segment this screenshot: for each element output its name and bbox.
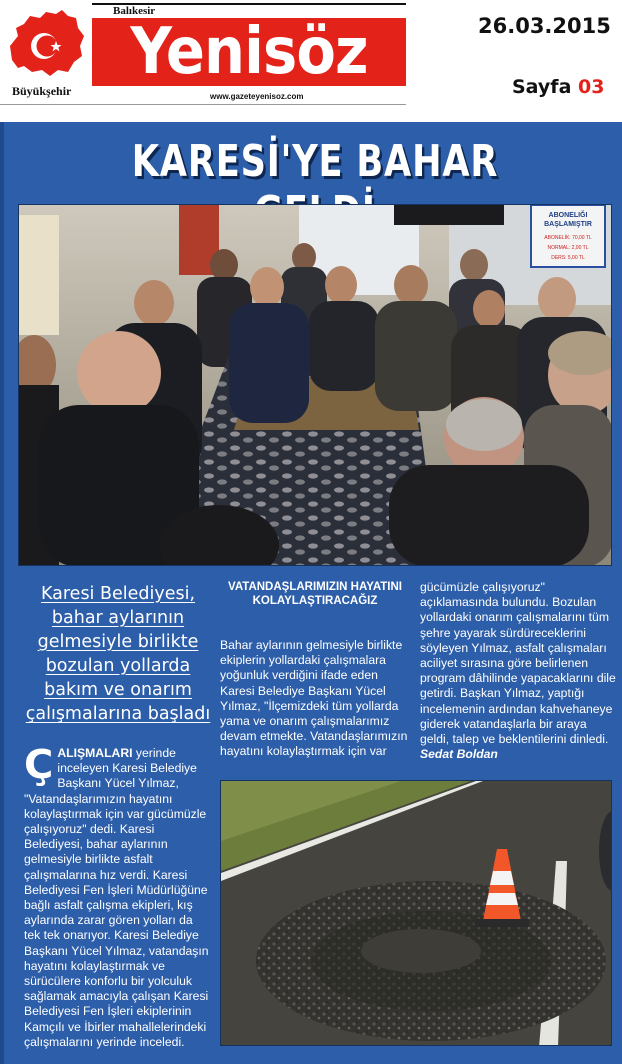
body-column-1	[24, 742, 212, 1050]
headline: KARESİ'YE BAHAR	[131, 136, 499, 187]
body-column-1-text: yerinde inceleyen Karesi Belediye Başkanı Yücel Yılmaz, "Vatandaşlarımızın hayatını kolaylaştırmak için var gücümüzle çalışıyoruz" dedi. Karesi Belediyesi, bahar aylarının gelmesiyle birlikte asfalt çalışmalarına hız verdi. Karesi Belediyesi Fen İşleri Müdürlüğüne bağlı asfalt çalışma ekipleri, kış aylarında zarar gören yolları da tek tek onarıyor. Karesi Belediye Başkanı Yücel Yılmaz, vatandaşın hayatını kolaylaştırmak ve sürücülere konforlu bir yolculuk sağlamak amacıyla çalışan Karesi Belediyesi Fen İşleri ekiplerinin Kamçılı ve İbirler mahallelerindeki çalışmalarını yerinde inceledi.	[24, 746, 209, 1049]
article-page	[0, 122, 622, 1064]
svg-text:DERS: 5,00 TL: DERS: 5,00 TL	[551, 255, 585, 261]
svg-text:NORMAL: 2,00 TL: NORMAL: 2,00 TL	[547, 245, 589, 251]
lead-word: ALIŞMALARI	[57, 746, 133, 760]
city-label: Balıkesir	[110, 5, 158, 17]
meeting-photo	[18, 204, 612, 566]
newspaper-logo	[92, 15, 406, 89]
body-column-3-text: gücümüzle çalışıyoruz" açıklamasında bulundu. Bozulan yollardaki onarım çalışmalarını tüm şehre yayarak sürdüreceklerini söyleyen Yılmaz, asfalt çalışmaları aciliyet sırasına göre belirlenen program dâhilinde yapacaklarını dile getirdi. Başkan Yılmaz, yaptığı incelemenin ardından kahvehaneye giderek vatandaşlarla bir araya geldi, talep ve beklentilerini dinledi.	[420, 580, 616, 747]
article-deck-text: Karesi Belediyesi, bahar aylarının gelmesiyle birlikte bozulan yollarda bakım ve onarım çalışmalarına başladı	[25, 584, 211, 724]
svg-text:BAŞLAMIŞTIR: BAŞLAMIŞTIR	[544, 221, 592, 228]
website-url: www.gazeteyenisoz.com	[210, 92, 304, 101]
body-column-3	[420, 580, 616, 762]
sub-headline: VATANDAŞLARIMIZIN HAYATINI KOLAYLAŞTIRACAĞIZ	[228, 581, 402, 607]
issue-date: 26.03.2015	[478, 14, 611, 38]
author-byline: Sedat Boldan	[420, 747, 498, 762]
svg-text:ABONELİK: 70,00 TL: ABONELİK: 70,00 TL	[544, 235, 592, 241]
road-repair-photo	[220, 780, 612, 1046]
drop-cap: Ç	[24, 742, 54, 788]
page-label: Sayfa	[512, 76, 572, 98]
article-deck	[24, 582, 212, 726]
newspaper-name: Yenisöz	[130, 15, 368, 89]
masthead-rule-bottom	[0, 104, 406, 105]
page-number: 03	[578, 76, 605, 98]
region-label: Büyükşehir	[12, 84, 72, 98]
masthead	[0, 0, 622, 112]
turkey-map-logo	[4, 6, 88, 78]
body-column-2: Bahar aylarının gelmesiyle birlikte ekiplerin yollardaki çalışmalara yoğunluk verdiğini ifade eden Karesi Belediye Başkanı Yücel Yılmaz, "İlçemizdeki tüm yollarda yama ve onarım çalışmalarımız devam etmekte. Vatandaşlarımızın hayatını kolaylaştırmak için var	[220, 638, 408, 759]
svg-text:ABONELIĞI: ABONELIĞI	[548, 212, 588, 219]
page-indicator	[512, 76, 604, 98]
